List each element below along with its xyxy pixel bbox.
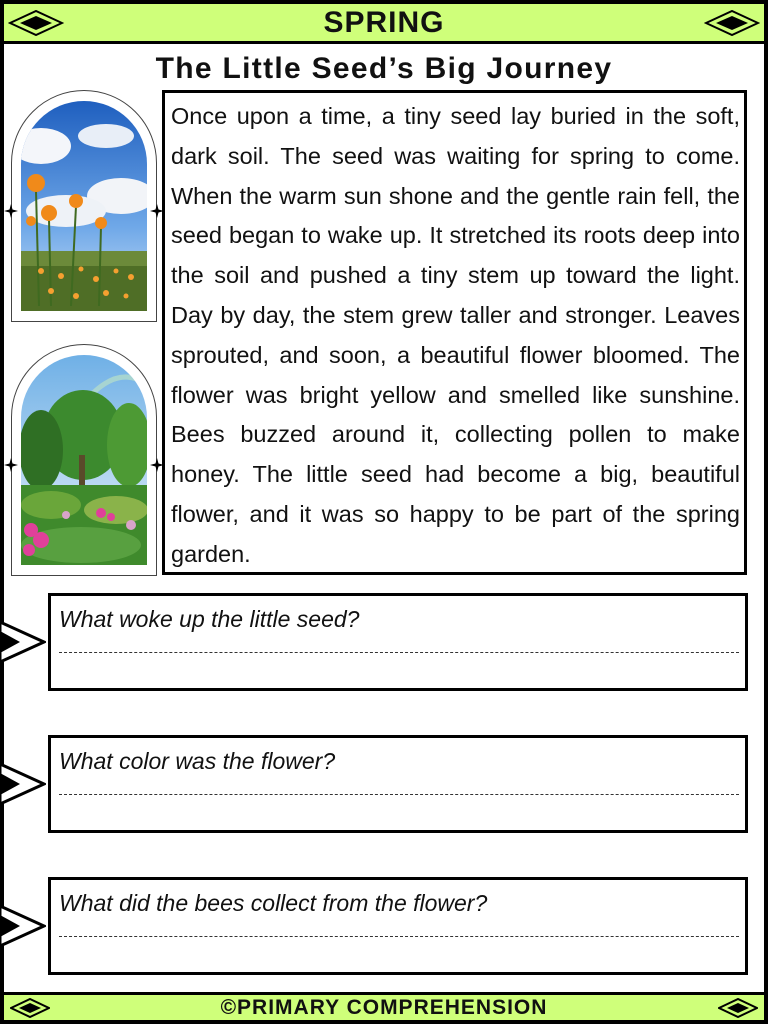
arrow-icon [0, 904, 46, 948]
diamond-icon [718, 998, 758, 1018]
arrow-icon [0, 620, 46, 664]
answer-line[interactable] [59, 936, 739, 937]
diamond-icon [704, 10, 760, 36]
story-text: Once upon a time, a tiny seed lay buried in the soft, dark soil. The seed was waiting for spring to come. When the warm sun shone and the gentle rain fell, the seed began to wake up. It stretched its roots deep into the soil and pushed a tiny stem up toward the light. Day by day, the stem grew taller and stronger. Leaves sprouted, and soon, a beautiful flower bloomed. The flower was bright yellow and smelled like sunshine. Bees buzzed around it, collecting pollen to make honey. The little seed had become a big, beautiful flower, and it was so happy to be part of the spring garden. [171, 103, 740, 567]
story-title: The Little Seed’s Big Journey [155, 52, 613, 85]
sparkle-icon [4, 458, 18, 472]
question-text: What did the bees collect from the flower? [59, 890, 488, 916]
question-box [48, 877, 748, 975]
orange-flowers-image [21, 101, 147, 311]
answer-line[interactable] [59, 794, 739, 795]
flower-photo-frame [11, 90, 157, 322]
page-title: SPRING [323, 5, 445, 39]
garden-photo-frame [11, 344, 157, 576]
question-box [48, 735, 748, 833]
diamond-icon [10, 998, 50, 1018]
footer-banner [4, 992, 764, 1020]
header-banner [4, 4, 764, 44]
question-box [48, 593, 748, 691]
spring-garden-image [21, 355, 147, 565]
copyright-text: ©PRIMARY COMPREHENSION [220, 995, 548, 1019]
arrow-icon [0, 762, 46, 806]
question-text: What woke up the little seed? [59, 606, 360, 632]
answer-line[interactable] [59, 652, 739, 653]
diamond-icon [8, 10, 64, 36]
question-text: What color was the flower? [59, 748, 336, 774]
sparkle-icon [4, 204, 18, 218]
story-box [162, 90, 747, 575]
